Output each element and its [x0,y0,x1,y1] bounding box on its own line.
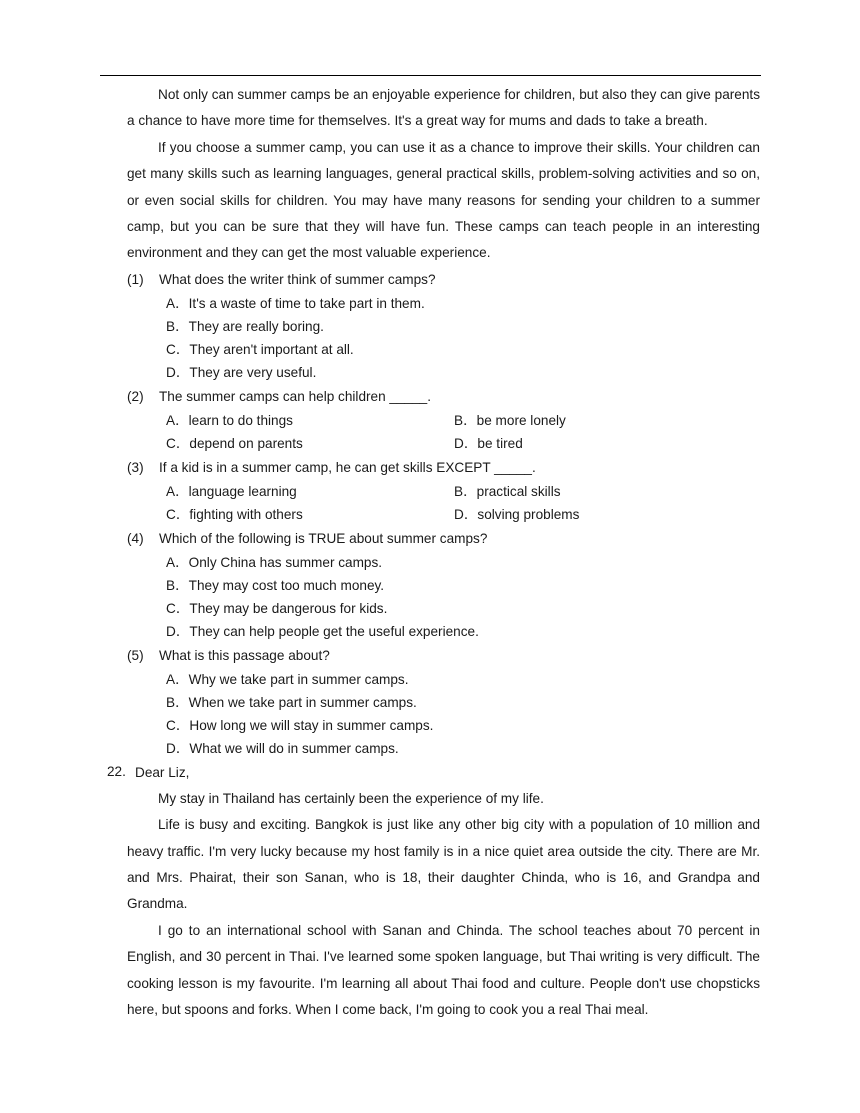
letter-heading [107,760,760,786]
question-2 [127,385,760,409]
document-body [107,82,760,1024]
option-a[interactable]: A．learn to do things [166,412,293,428]
option-row [127,480,760,503]
option-d[interactable]: D．They can help people get the useful experience. [166,623,479,639]
option-d[interactable]: D．They are very useful. [166,364,317,380]
option-a[interactable]: A．It's a waste of time to take part in them. [166,295,425,311]
option-row [127,409,760,432]
question-number: (5) [127,647,144,663]
option-c[interactable]: C．They may be dangerous for kids. [166,600,388,616]
option-c[interactable]: C．fighting with others [166,506,303,522]
header-rule [100,75,761,76]
question-stem: If a kid is in a summer camp, he can get skills EXCEPT _____. [159,459,536,475]
question-1 [127,268,760,292]
question-number: 22. [107,763,126,779]
option-b[interactable]: B．be more lonely [454,412,566,428]
passage-paragraph-1: Not only can summer camps be an enjoyable experience for children, but also they can give parents a chance to have more time for themselves. It's a great way for mums and dads to take a breath. [127,87,760,129]
option-c[interactable]: C．How long we will stay in summer camps. [166,717,434,733]
option-d[interactable]: D．What we will do in summer camps. [166,740,399,756]
question-stem: What does the writer think of summer camps? [159,271,436,287]
option-a[interactable]: A．Only China has summer camps. [166,554,383,570]
question-stem: The summer camps can help children _____. [159,388,432,404]
question-number: (2) [127,388,144,404]
option-d[interactable]: D．be tired [454,435,523,451]
option-b[interactable]: B．They are really boring. [166,318,324,334]
question-3 [127,456,760,480]
letter-greeting: Dear Liz, [135,764,190,780]
option-c[interactable]: C．depend on parents [166,435,303,451]
question-5 [127,644,760,668]
option-row [127,432,760,455]
question-number: (3) [127,459,144,475]
option-row [127,503,760,526]
option-c[interactable]: C．They aren't important at all. [166,341,354,357]
option-b[interactable]: B．practical skills [454,483,561,499]
letter-paragraph-3: I go to an international school with Sanan and Chinda. The school teaches about 70 percent in English, and 30 percent in Thai. I've learned some spoken language, but Thai writing is very difficult. The cooking lesson is my favourite. I'm learning all about Thai food and culture. People don't use chopsticks here, but spoons and forks. When I come back, I'm going to cook you a real Thai meal. [127,922,760,1018]
option-b[interactable]: B．They may cost too much money. [166,577,385,593]
question-4 [127,527,760,551]
passage-paragraph-2: If you choose a summer camp, you can use it as a chance to improve their skills. Your children can get many skills such as learning languages, general practical skills, problem-solving activities and so on, or even social skills for children. You may have many reasons for sending your children to a summer camp, but you can be sure that they will have fun. These camps can teach people in an interesting environment and they can get the most valuable experience. [127,139,760,261]
question-number: (1) [127,271,144,287]
option-b[interactable]: B．When we take part in summer camps. [166,694,417,710]
letter-paragraph-2: Life is busy and exciting. Bangkok is just like any other big city with a population of 10 million and heavy traffic. I'm very lucky because my host family is in a nice quiet area outside the city. There are Mr. and Mrs. Phairat, their son Sanan, who is 18, their daughter Chinda, who is 16, and Grandpa and Grandma. [127,817,760,912]
letter-paragraph-1: My stay in Thailand has certainly been the experience of my life. [158,790,544,806]
question-number: (4) [127,530,144,546]
question-stem: Which of the following is TRUE about summer camps? [159,530,488,546]
question-stem: What is this passage about? [159,647,330,663]
option-d[interactable]: D．solving problems [454,506,580,522]
option-a[interactable]: A．Why we take part in summer camps. [166,671,409,687]
option-a[interactable]: A．language learning [166,483,297,499]
